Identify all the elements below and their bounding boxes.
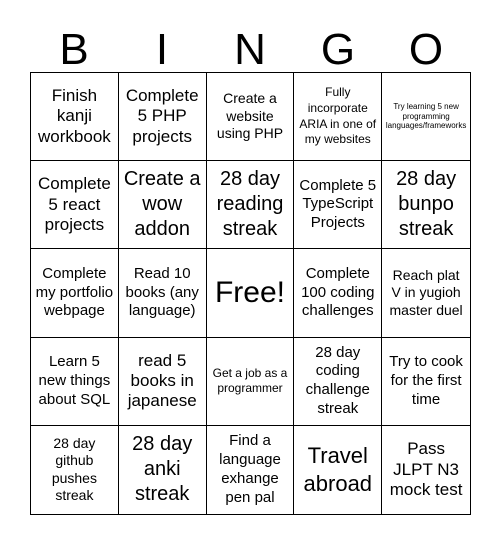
cell-text: Try learning 5 new programming languages/frameworks	[385, 102, 467, 131]
cell-text: Create a wow addon	[123, 168, 201, 241]
bingo-cell[interactable]	[294, 338, 382, 426]
cell-text: 28 day coding challenge streak	[305, 343, 370, 417]
cell-text: 28 day github pushes streak	[51, 434, 97, 504]
bingo-cell[interactable]	[31, 426, 119, 514]
bingo-cell[interactable]	[31, 249, 119, 337]
header-letter-b: B	[59, 25, 89, 74]
cell-text: Create a website using PHP	[216, 90, 284, 142]
bingo-cell[interactable]	[119, 338, 207, 426]
bingo-cell[interactable]	[207, 161, 295, 249]
cell-text: 28 day bunpo streak	[396, 168, 457, 241]
cell-text: Complete my portfolio webpage	[35, 264, 114, 320]
bingo-cell[interactable]	[119, 161, 207, 249]
bingo-cell[interactable]	[382, 73, 470, 161]
cell-text: Get a job as a programmer	[212, 365, 288, 396]
cell-text: Pass JLPT N3 mock test	[389, 439, 463, 500]
cell-text: 28 day anki streak	[132, 433, 193, 506]
cell-text: Travel abroad	[303, 443, 373, 496]
cell-text: Complete 5 PHP projects	[125, 86, 199, 146]
cell-text: 28 day reading streak	[216, 168, 284, 241]
cell-text: read 5 books in japanese	[127, 350, 197, 411]
bingo-cell[interactable]	[294, 161, 382, 249]
bingo-cell[interactable]	[294, 249, 382, 337]
cell-text: Fully incorporate ARIA in one of my websites	[299, 85, 377, 147]
cell-text: Learn 5 new things about SQL	[38, 353, 111, 408]
cell-text: Complete 5 react projects	[38, 174, 111, 234]
bingo-cell[interactable]	[31, 161, 119, 249]
bingo-cell[interactable]	[31, 73, 119, 161]
cell-text: Finish kanji workbook	[38, 86, 111, 146]
bingo-cell[interactable]	[382, 338, 470, 426]
bingo-header	[30, 20, 470, 80]
cell-text: Find a language exhange pen pal	[219, 432, 281, 506]
header-letter-n: N	[234, 25, 266, 74]
bingo-cell[interactable]	[382, 426, 470, 514]
bingo-cell[interactable]	[382, 249, 470, 337]
cell-text: Complete 100 coding challenges	[301, 264, 375, 320]
bingo-cell[interactable]	[207, 338, 295, 426]
bingo-cell[interactable]	[119, 426, 207, 514]
header-letter-g: G	[320, 25, 356, 74]
free-space[interactable]	[207, 249, 295, 337]
bingo-cell[interactable]	[119, 73, 207, 161]
header-letter-i: I	[155, 25, 169, 74]
bingo-cell[interactable]	[294, 73, 382, 161]
bingo-cell[interactable]	[207, 426, 295, 514]
cell-text: Try to cook for the first time	[389, 353, 463, 408]
bingo-cell[interactable]	[31, 338, 119, 426]
header-letter-o: O	[408, 25, 444, 74]
bingo-cell[interactable]	[119, 249, 207, 337]
cell-text: Complete 5 TypeScript Projects	[299, 176, 377, 232]
bingo-cell[interactable]	[294, 426, 382, 514]
bingo-cell[interactable]	[382, 161, 470, 249]
cell-text: Reach plat V in yugioh master duel	[389, 266, 463, 318]
cell-text: Read 10 books (any language)	[125, 264, 199, 320]
bingo-board	[30, 72, 471, 515]
cell-text: Free!	[214, 276, 285, 310]
bingo-cell[interactable]	[207, 73, 295, 161]
